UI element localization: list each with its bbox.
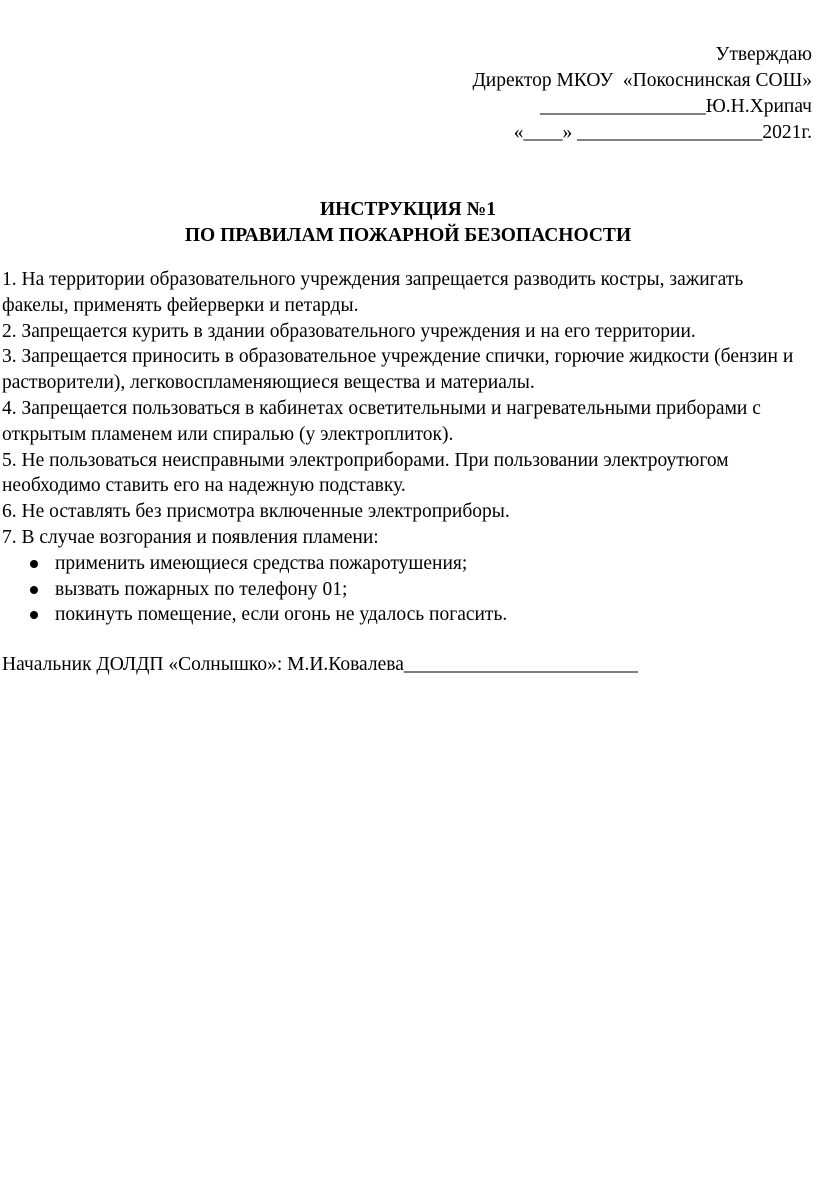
approval-date-line: «____» ___________________2021г. xyxy=(513,122,812,143)
instruction-item-5: 5. Не пользоваться неисправными электроприборами. При пользовании электроутюгом необходимо ставить его на надежную подставку. xyxy=(2,449,729,497)
list-item-text: покинуть помещение, если огонь не удалось погасить. xyxy=(55,604,508,626)
instruction-item-7: 7. В случае возгорания и появления пламени: xyxy=(2,526,379,548)
approval-heading: Утверждаю xyxy=(715,44,812,65)
approval-position: Директор МКОУ «Покоснинская СОШ» xyxy=(472,70,812,91)
approval-signature-line: _________________Ю.Н.Хрипач xyxy=(539,96,812,117)
title-line-1: ИНСТРУКЦИЯ №1 xyxy=(320,199,496,220)
document-title xyxy=(0,197,816,249)
instruction-body xyxy=(2,267,812,628)
approval-block xyxy=(472,42,812,146)
instruction-item-1: 1. На территории образовательного учреждения запрещается разводить костры, зажигать факелы, применять фейерверки и петарды. xyxy=(2,269,744,316)
instruction-item-6: 6. Не оставлять без присмотра включенные электроприборы. xyxy=(2,501,510,523)
bullet-icon xyxy=(30,611,38,619)
fire-actions-list xyxy=(2,551,812,628)
list-item xyxy=(2,602,812,628)
instruction-item-3: 3. Запрещается приносить в образовательное учреждение спички, горючие жидкости (бензин и растворители), легковоспламеняющиеся вещества и материалы. xyxy=(2,346,794,394)
list-item-text: вызвать пожарных по телефону 01; xyxy=(55,578,348,600)
signature-line: Начальник ДОЛДП «Солнышко»: М.И.Ковалева________________________ xyxy=(2,654,638,675)
title-line-2: ПО ПРАВИЛАМ ПОЖАРНОЙ БЕЗОПАСНОСТИ xyxy=(184,225,632,246)
list-item xyxy=(2,577,812,603)
instruction-item-2: 2. Запрещается курить в здании образовательного учреждения и на его территории. xyxy=(2,320,696,342)
bullet-icon xyxy=(30,586,38,594)
list-item xyxy=(2,551,812,577)
instruction-item-4: 4. Запрещается пользоваться в кабинетах осветительными и нагревательными приборами с открытым пламенем или спиралью (у электроплиток). xyxy=(2,397,761,445)
list-item-text: применить имеющиеся средства пожаротушения; xyxy=(55,552,468,574)
bullet-icon xyxy=(30,560,38,568)
